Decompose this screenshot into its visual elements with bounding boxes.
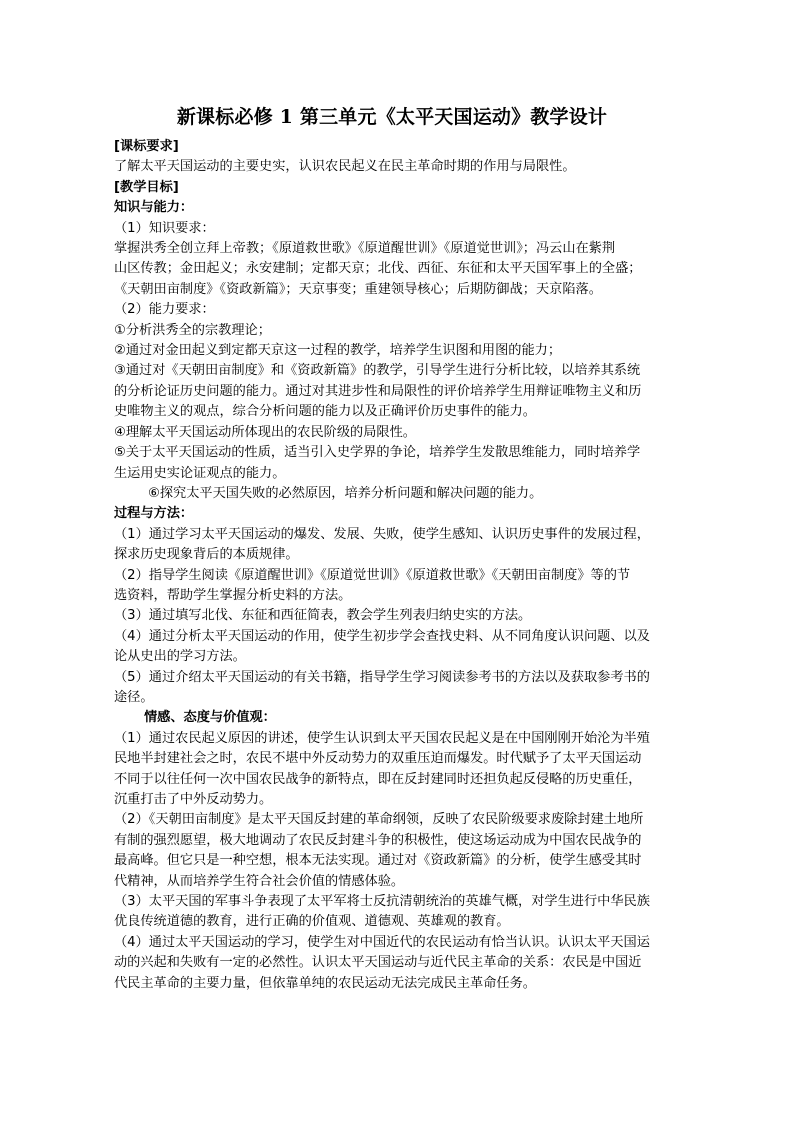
emotion-values-line: 沉重打击了中外反动势力。 — [114, 792, 273, 807]
ability-line: ⑤关于太平天国运动的性质，适当引入史学界的争论，培养学生发散思维能力，同时培养学 — [114, 445, 641, 461]
ability-line: ③通过对《天朝田亩制度》和《资政新篇》的教学，引导学生进行分析比较，以培养其系统 — [114, 363, 641, 379]
process-method-line: 探求历史现象背后的本质规律。 — [114, 547, 299, 563]
curriculum-standard-section — [114, 137, 682, 178]
process-method-line: （2）指导学生阅读《原道醒世训》《原道觉世训》《原道救世歌》《天朝田亩制度》等的节 — [114, 567, 631, 583]
document-page — [114, 104, 682, 994]
emotion-values-line: （2）《天朝田亩制度》是太平天国反封建的革命纲领，反映了农民阶级要求废除封建土地所 — [114, 812, 644, 828]
emotion-values-line: 不同于以往任何一次中国农民战争的新特点，即在反封建同时还担负起反侵略的历史重任， — [114, 771, 642, 787]
teaching-objectives-section — [114, 178, 682, 994]
emotion-values-line: 有制的强烈愿望，极大地调动了农民反封建斗争的积极性，使这场运动成为中国农民战争的 — [114, 832, 642, 848]
knowledge-line: 山区传教；金田起义；永安建制；定都天京；北伐、西征、东征和太平天国军事上的全盛； — [114, 261, 642, 277]
emotion-values-heading: 情感、态度与价值观： — [144, 710, 276, 726]
emotion-values-line: （3）太平天国的军事斗争表现了太平军将士反抗清朝统治的英雄气概，对学生进行中华民族 — [114, 894, 650, 910]
knowledge-ability-heading: 知识与能力： — [114, 200, 194, 216]
ability-line: ④理解太平天国运动所体现出的农民阶级的局限性。 — [114, 424, 416, 440]
curriculum-standard-heading: [课标要求] — [114, 139, 179, 154]
process-method-line: （3）通过填写北伐、东征和西征简表，教会学生列表归纳史实的方法。 — [114, 608, 532, 624]
process-method-line: （4）通过分析太平天国运动的作用，使学生初步学会查找史料、从不同角度认识问题、以及 — [114, 628, 650, 644]
process-method-line: 选资料，帮助学生掌握分析史料的方法。 — [114, 587, 352, 603]
emotion-values-line: 最高峰。但它只是一种空想，根本无法实现。通过对《资政新篇》的分析，使学生感受其时 — [114, 853, 642, 869]
knowledge-requirement-label: （1）知识要求： — [114, 220, 215, 236]
knowledge-line: 《天朝田亩制度》《资政新篇》；天京事变；重建领导核心；后期防御战；天京陷落。 — [114, 281, 602, 297]
curriculum-standard-text: 了解太平天国运动的主要史实，认识农民起义在民主革命时期的作用与局限性。 — [114, 159, 576, 175]
ability-line: ②通过对金田起义到定都天京这一过程的教学，培养学生识图和用图的能力； — [114, 343, 562, 359]
ability-line: 的分析论证历史问题的能力。通过对其进步性和局限性的评价培养学生用辩证唯物主义和历 — [114, 383, 642, 399]
emotion-values-line: （1）通过农民起义原因的讲述，使学生认识到太平天国农民起义是在中国刚刚开始沦为半殖 — [114, 730, 650, 746]
emotion-values-line: 民地半封建社会之时，农民不堪中外反动势力的双重压迫而爆发。时代赋予了太平天国运动 — [114, 751, 642, 767]
process-method-line: （1）通过学习太平天国运动的爆发、发展、失败，使学生感知、认识历史事件的发展过程， — [114, 526, 650, 542]
emotion-values-line: 代民主革命的主要力量，但依靠单纯的农民运动无法完成民主革命任务。 — [114, 975, 536, 991]
process-method-heading: 过程与方法： — [114, 506, 194, 522]
process-method-line: 途径。 — [114, 689, 154, 705]
ability-requirement-label: （2）能力要求： — [114, 302, 215, 318]
document-title: 新课标必修 1 第三单元《太平天国运动》教学设计 — [176, 106, 608, 128]
teaching-objectives-heading: [教学目标] — [114, 179, 179, 195]
emotion-values-line: 代精神，从而培养学生符合社会价值的情感体验。 — [114, 873, 405, 889]
process-method-line: （5）通过介绍太平天国运动的有关书籍，指导学生学习阅读参考书的方法以及获取参考书的 — [114, 669, 650, 685]
ability-line: 生运用史实论证观点的能力。 — [114, 465, 286, 481]
ability-item-6: ⑥探究太平天国失败的必然原因，培养分析问题和解决问题的能力。 — [148, 485, 543, 501]
emotion-values-line: （4）通过太平天国运动的学习，使学生对中国近代的农民运动有恰当认识。认识太平天国运 — [114, 934, 650, 950]
knowledge-line: 掌握洪秀全创立拜上帝教；《原道救世歌》《原道醒世训》《原道觉世训》；冯云山在紫荆 — [114, 241, 616, 257]
ability-line: ①分析洪秀全的宗教理论； — [114, 322, 271, 338]
emotion-values-line: 动的兴起和失败有一定的必然性。认识太平天国运动与近代民主革命的关系：农民是中国近 — [114, 955, 642, 971]
emotion-values-line: 优良传统道德的教育，进行正确的价值观、道德观、英雄观的教育。 — [114, 914, 510, 930]
ability-line: 史唯物主义的观点，综合分析问题的能力以及正确评价历史事件的能力。 — [114, 404, 536, 420]
process-method-line: 论从史出的学习方法。 — [114, 649, 246, 665]
